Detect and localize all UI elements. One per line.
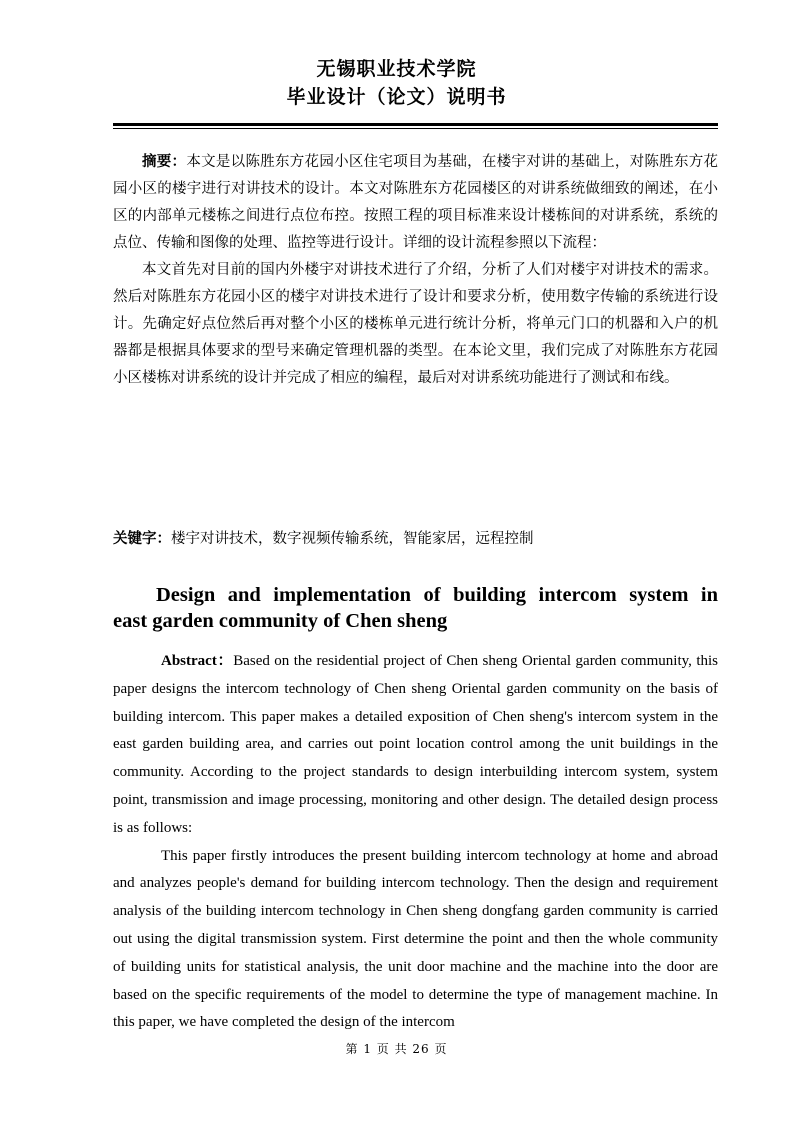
english-title xyxy=(113,582,718,634)
abstract-en-text1: Based on the residential project of Chen sheng Oriental garden community, this paper designs the intercom technology of Chen sheng Oriental garden community on the basis of building intercom. This paper makes a detailed exposition of Chen sheng's intercom system in the east garden building area, and carries out point location control among the unit buildings in the community. According to the project standards to design interbuilding intercom system, system point, transmission and image processing, monitoring and other design. The detailed design process is as follows: xyxy=(113,653,718,836)
header-rule-thick xyxy=(113,123,718,126)
page-header xyxy=(0,55,793,111)
english-title-line2: east garden community of Chen sheng xyxy=(113,610,448,632)
keywords-cn xyxy=(113,525,718,553)
abstract-en-para2: This paper firstly introduces the present building intercom technology at home and abroad and analyzes people's demand for building intercom technology. Then the design and requirement analysis of the building intercom technology in Chen sheng dongfang garden community is carried out using the digital transmission system. First determine the point and then the whole community of building units for statistical analysis, the unit door machine and the machine into the door are based on the specific requirements of the model to determine the type of management machine. In this paper, we have completed the design of the intercom xyxy=(113,847,718,1031)
abstract-en xyxy=(113,648,718,1037)
keywords-cn-text: 楼宇对讲技术，数字视频传输系统，智能家居，远程控制 xyxy=(171,531,534,547)
page-footer: 第 1 页 共 26 页 xyxy=(345,1042,448,1056)
english-title-line1: Design and implementation of building intercom system in xyxy=(156,584,718,606)
institution-name: 无锡职业技术学院 xyxy=(316,58,477,80)
header-rule-thin xyxy=(113,128,718,129)
abstract-cn-text1: 本文是以陈胜东方花园小区住宅项目为基础，在楼宇对讲的基础上，对陈胜东方花园小区的楼宇进行对讲技术的设计。本文对陈胜东方花园楼区的对讲系统做细致的阐述，在小区的内部单元楼栋之间进行点位布控。按照工程的项目标准来设计楼栋间的对讲系统，系统的点位、传输和图像的处理、监控等进行设计。详细的设计流程参照以下流程： xyxy=(113,154,719,251)
abstract-cn-label: 摘要： xyxy=(142,153,187,170)
abstract-en-label: Abstract： xyxy=(161,653,234,669)
abstract-cn-para2: 本文首先对目前的国内外楼宇对讲技术进行了介绍，分析了人们对楼宇对讲技术的需求。然后对陈胜东方花园小区的楼宇对讲技术进行了设计和要求分析，使用数字传输的系统进行设计。先确定好点位然后再对整个小区的楼栋单元进行统计分析，将单元门口的机器和入户的机器都是根据具体要求的型号来确定管理机器的类型。在本论文里，我们完成了对陈胜东方花园小区楼栋对讲系统的设计并完成了相应的编程，最后对对讲系统功能进行了测试和布线。 xyxy=(113,262,718,386)
abstract-cn xyxy=(113,148,718,392)
abstract-en-para1 xyxy=(113,648,718,843)
document-title: 毕业设计（论文）说明书 xyxy=(286,86,507,108)
abstract-cn-para1 xyxy=(113,148,718,257)
keywords-cn-label: 关键字： xyxy=(113,530,171,547)
